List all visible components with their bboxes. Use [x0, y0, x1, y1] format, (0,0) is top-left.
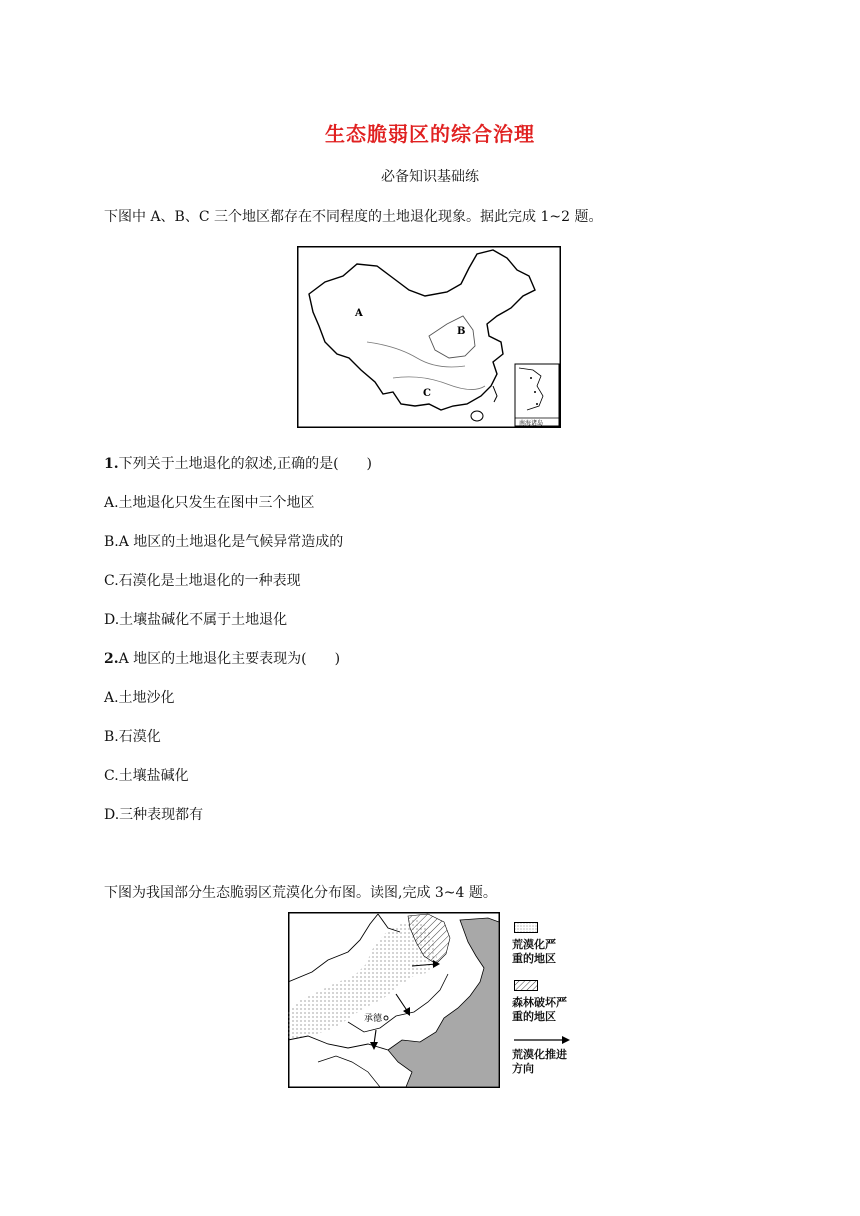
legend-hatch-swatch: [514, 980, 538, 991]
legend-item-forest: 森林破坏严 重的地区: [512, 996, 567, 1023]
option-1b: B.A 地区的土地退化是气候异常造成的: [104, 534, 344, 550]
question-number: 2.: [104, 651, 119, 667]
option-1a: A.土地退化只发生在图中三个地区: [104, 495, 315, 511]
option-2c: C.土壤盐碱化: [104, 768, 189, 784]
desertification-map-figure: [288, 912, 500, 1088]
legend-item-desertification: 荒漠化严 重的地区: [512, 938, 556, 965]
map-legend: [508, 912, 578, 1088]
question-2: [104, 648, 340, 668]
city-label: 承德: [364, 1014, 383, 1024]
china-map-figure: [297, 246, 561, 428]
intro-text-2: 下图为我国部分生态脆弱区荒漠化分布图。读图,完成 3~4 题。: [104, 885, 497, 901]
question-stem: A 地区的土地退化主要表现为( ): [118, 651, 341, 667]
question-number: 1.: [104, 456, 119, 472]
legend-arrow-icon: [514, 1036, 570, 1044]
page-title: 生态脆弱区的综合治理: [325, 122, 535, 146]
map-label-c: C: [423, 388, 431, 399]
intro-text-1: 下图中 A、B、C 三个地区都存在不同程度的土地退化现象。据此完成 1~2 题。: [104, 209, 603, 225]
map-label-a: A: [355, 308, 363, 319]
question-stem: 下列关于土地退化的叙述,正确的是( ): [118, 456, 372, 472]
map-label-b: B: [457, 326, 466, 337]
question-1: [104, 453, 372, 473]
option-1d: D.土壤盐碱化不属于土地退化: [104, 612, 288, 628]
page-subtitle: 必备知识基础练: [381, 169, 479, 185]
option-1c: C.石漠化是土地退化的一种表现: [104, 573, 301, 589]
option-2a: A.土地沙化: [104, 690, 175, 706]
legend-item-direction: 荒漠化推进 方向: [512, 1048, 567, 1075]
legend-dots-swatch: [514, 922, 538, 933]
option-2b: B.石漠化: [104, 729, 161, 745]
inset-map-label: 南海诸岛: [519, 420, 544, 427]
option-2d: D.三种表现都有: [104, 807, 204, 823]
